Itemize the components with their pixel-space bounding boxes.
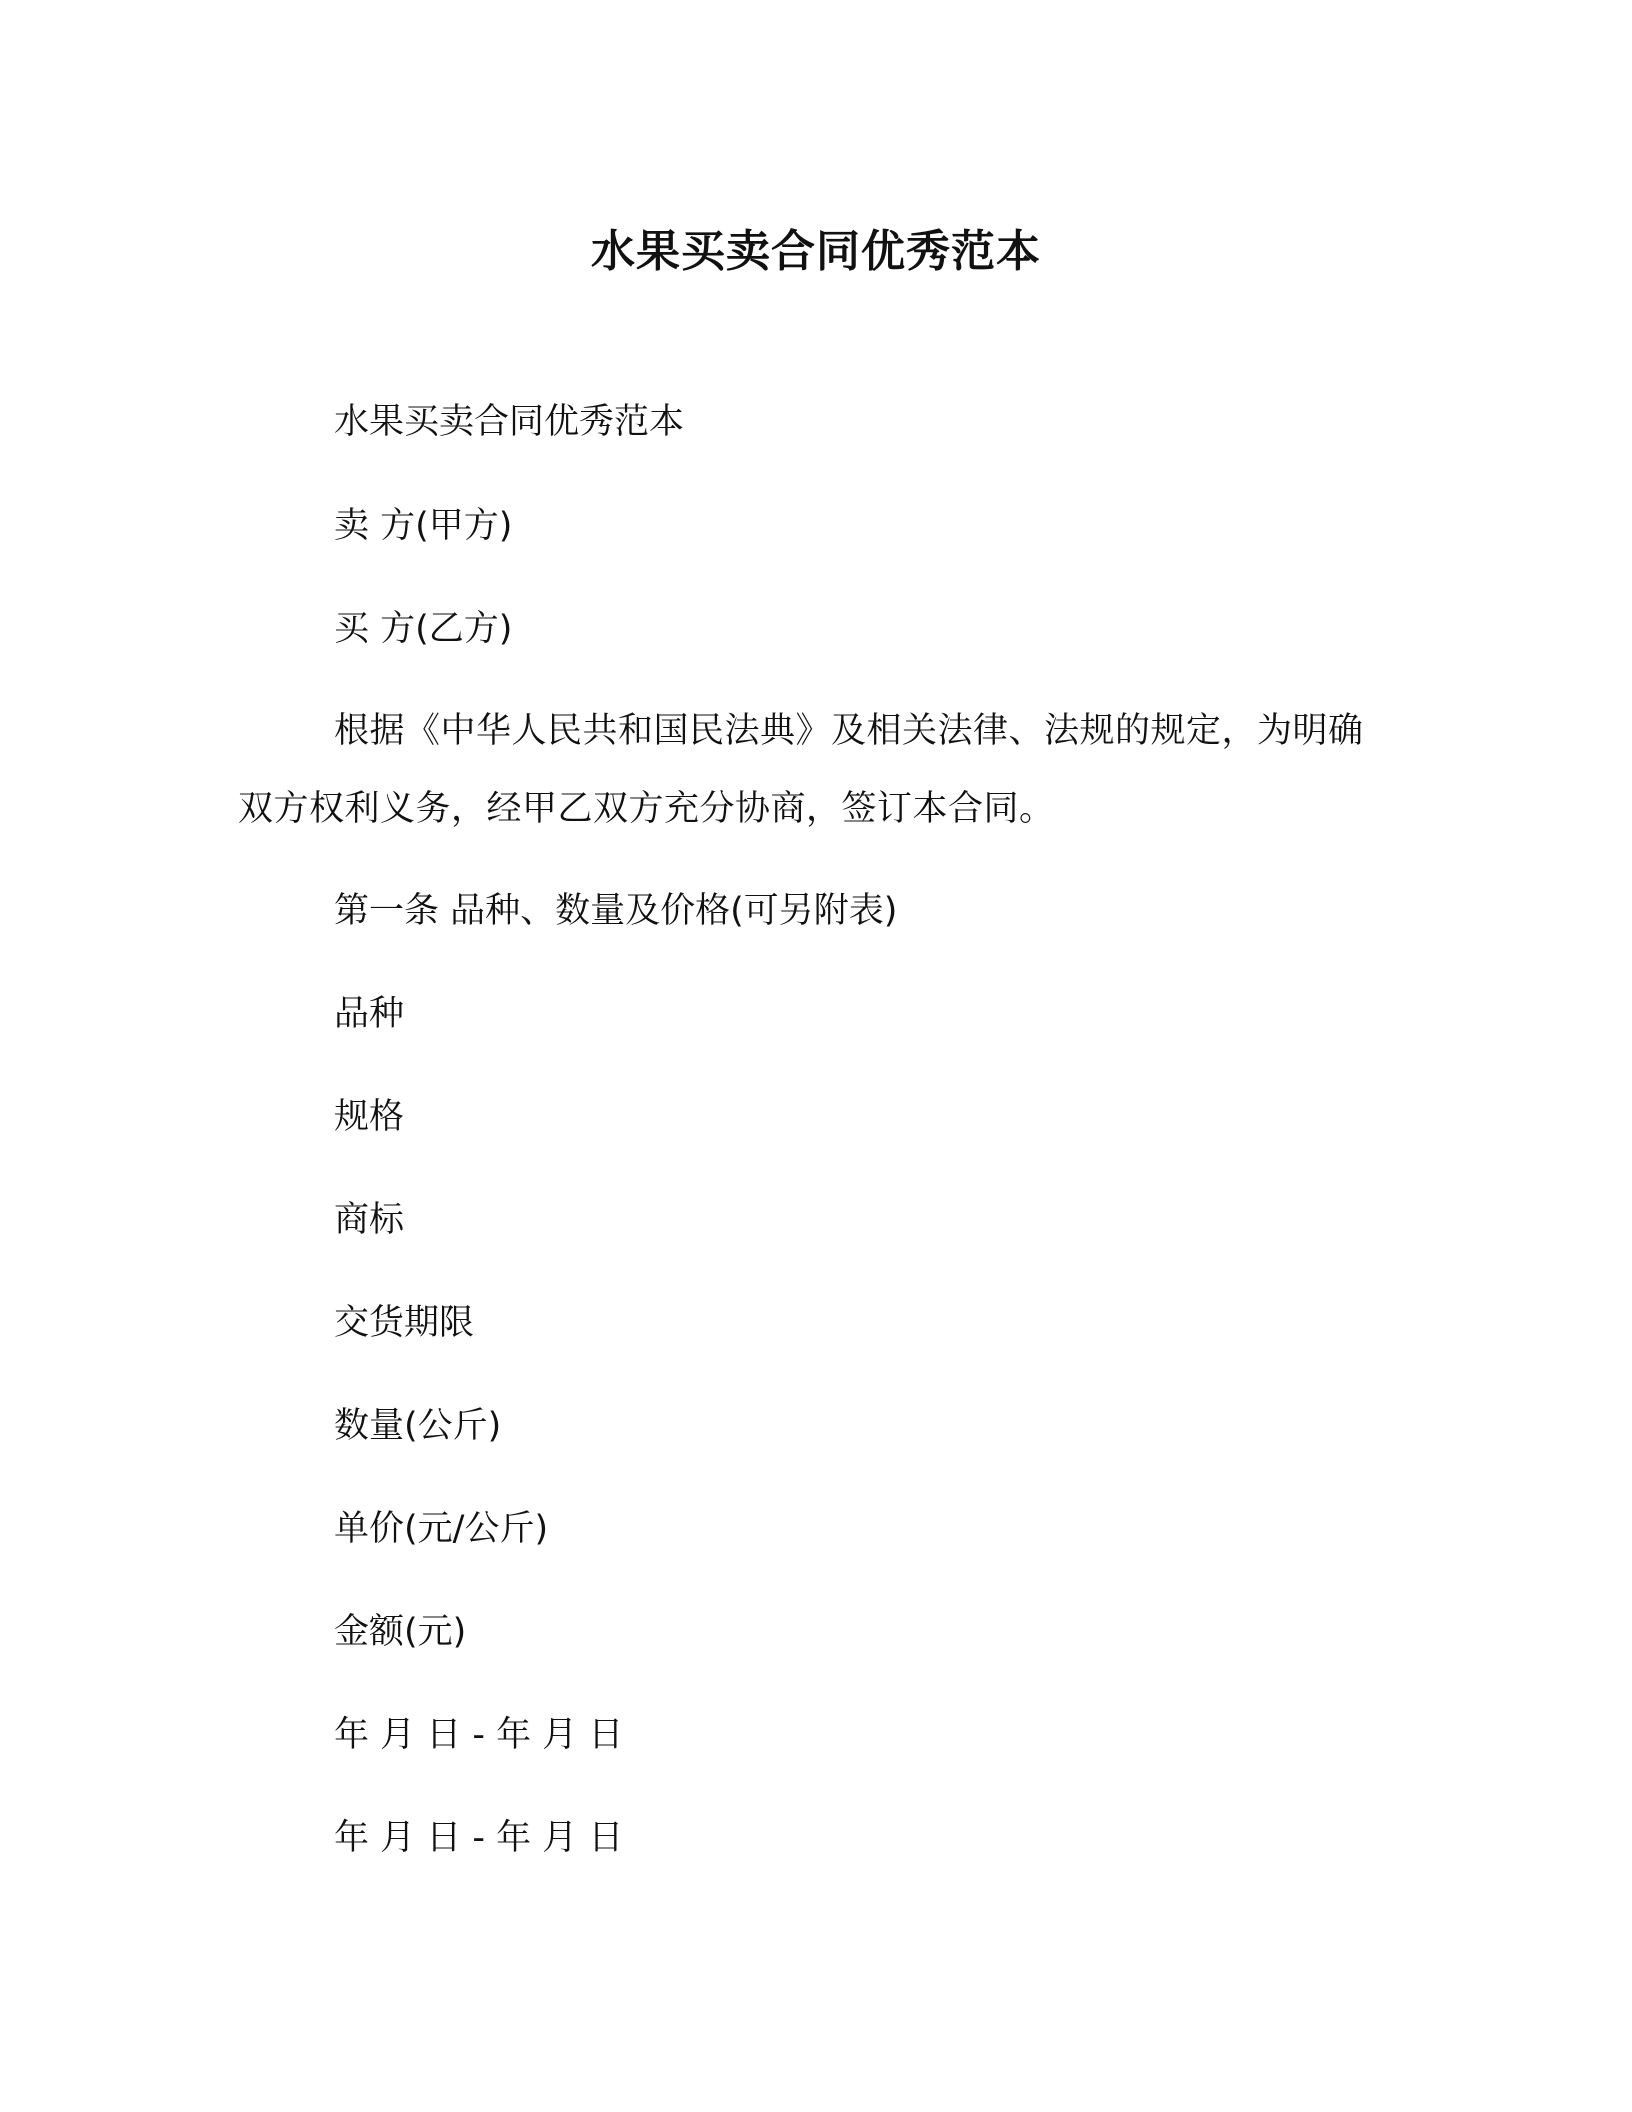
field-date-range-1: 年 月 日 - 年 月 日 [334,1715,624,1755]
field-amount: 金额(元) [334,1612,467,1652]
buyer-line: 买 方(乙方) [334,609,513,649]
field-date-range-2: 年 月 日 - 年 月 日 [334,1818,624,1858]
field-unit-price: 单价(元/公斤) [334,1509,549,1549]
document-title: 水果买卖合同优秀范本 [591,226,1041,277]
seller-line: 卖 方(甲方) [334,506,513,546]
field-quantity: 数量(公斤) [334,1406,502,1446]
preamble-paragraph: 根据《中华人民共和国民法典》及相关法律、法规的规定，为明确双方权利义务，经甲乙双方充分协商，签订本合同。 [238,711,1364,829]
subtitle-line: 水果买卖合同优秀范本 [334,402,685,442]
article-1-heading: 第一条 品种、数量及价格(可另附表) [334,891,898,931]
field-trademark: 商标 [334,1200,405,1240]
field-delivery-period: 交货期限 [334,1303,475,1343]
field-variety: 品种 [334,994,405,1034]
field-specification: 规格 [334,1097,405,1137]
